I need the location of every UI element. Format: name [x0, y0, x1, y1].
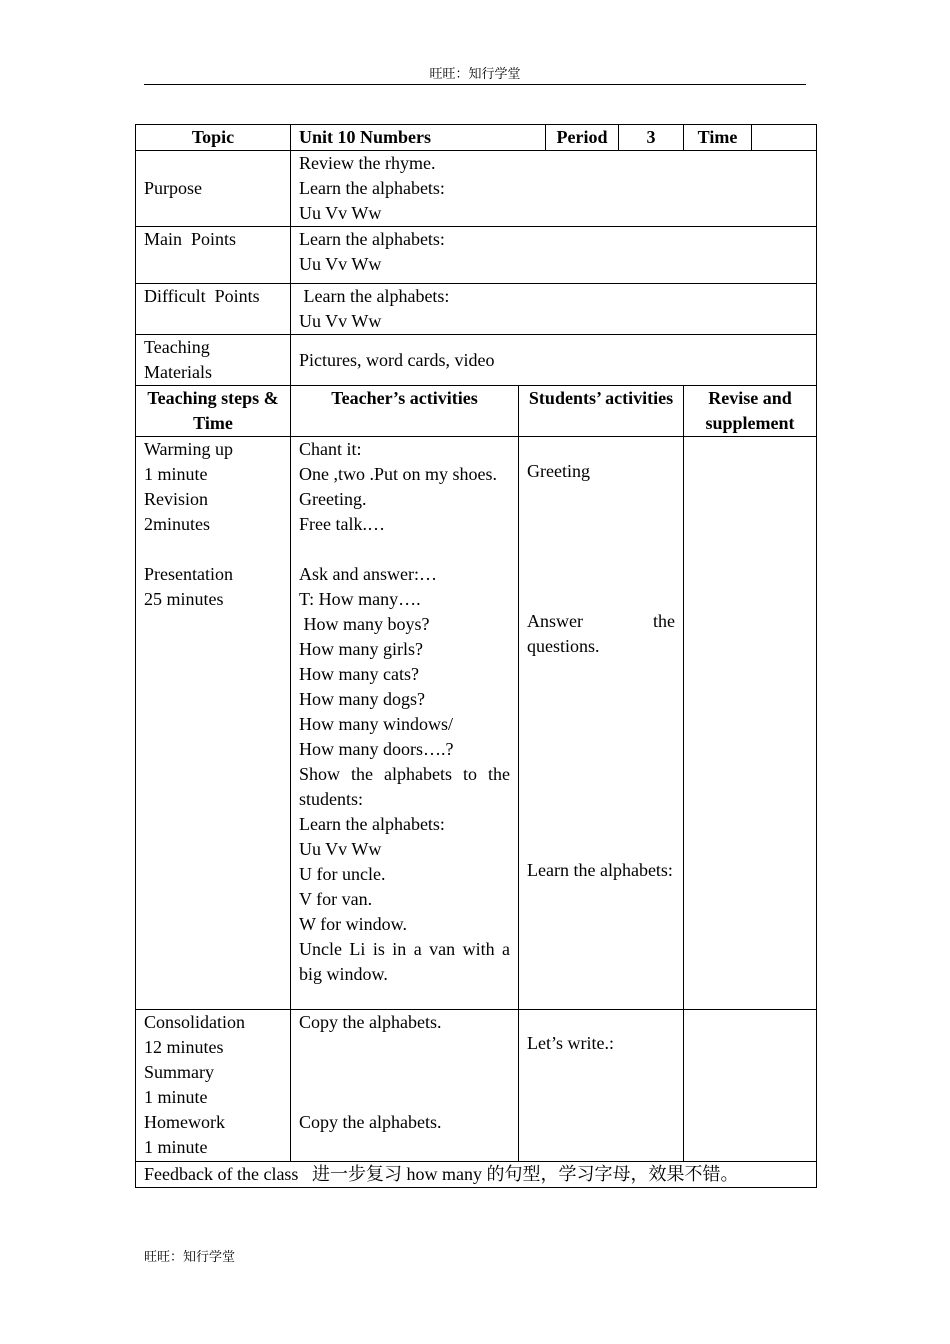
teacher-line: U for uncle. — [299, 864, 386, 884]
main-points-row — [136, 227, 817, 284]
purpose-row — [136, 151, 817, 227]
step-line: Presentation — [144, 564, 233, 584]
teacher-line: How many girls? — [299, 639, 423, 659]
difficult-points-line: Uu Vv Ww — [299, 311, 382, 331]
time-label: Time — [684, 125, 752, 151]
step-line: Revision — [144, 489, 209, 509]
header-rule — [144, 84, 806, 85]
teacher-line: How many cats? — [299, 664, 419, 684]
purpose-value — [291, 151, 817, 227]
step-line: 25 minutes — [144, 589, 224, 609]
purpose-line: Uu Vv Ww — [299, 203, 382, 223]
period-value: 3 — [619, 125, 684, 151]
step-line: 1 minute — [144, 464, 208, 484]
step-line — [144, 537, 282, 562]
main-points-label: Main Points — [136, 227, 291, 284]
teacher-line: V for van. — [299, 889, 373, 909]
difficult-points-label: Difficult Points — [136, 284, 291, 335]
difficult-points-value — [291, 284, 817, 335]
main-points-value — [291, 227, 817, 284]
main-points-line: Uu Vv Ww — [299, 254, 382, 274]
step-line: 12 minutes — [144, 1037, 224, 1057]
step-line: Summary — [144, 1062, 214, 1082]
teacher-line: T: How many…. — [299, 589, 421, 609]
step-line: Consolidation — [144, 1012, 246, 1032]
consolidation-steps-cell — [136, 1010, 291, 1162]
page-footer: 旺旺：知行学堂 — [144, 1249, 236, 1264]
purpose-line: Learn the alphabets: — [299, 178, 445, 198]
teacher-line: One ,two .Put on my shoes. — [299, 464, 497, 484]
teacher-line: Chant it: — [299, 439, 362, 459]
student-greeting: Greeting — [527, 461, 590, 481]
lesson-plan-table — [135, 124, 817, 1188]
activities-row — [136, 437, 817, 1010]
materials-row — [136, 335, 817, 386]
difficult-points-row — [136, 284, 817, 335]
teacher-line: How many windows/ — [299, 714, 453, 734]
teacher-line: How many doors….? — [299, 739, 454, 759]
step-line: 1 minute — [144, 1087, 208, 1107]
feedback-text: 进一步复习 how many 的句型，学习字母，效果不错。 — [311, 1164, 739, 1184]
revise-cell — [684, 437, 817, 1010]
topic-row — [136, 125, 817, 151]
student-learn: Learn the alphabets: — [527, 860, 673, 880]
consolidation-row — [136, 1010, 817, 1162]
teacher-activities-cell — [291, 437, 519, 1010]
time-value — [752, 125, 817, 151]
revise-header: Revise and supplement — [684, 386, 817, 437]
consolidation-revise-cell — [684, 1010, 817, 1162]
materials-label: Teaching Materials — [136, 335, 291, 386]
feedback-row — [136, 1162, 817, 1188]
feedback-label: Feedback of the class — [144, 1164, 299, 1184]
teacher-line: Uncle Li is in a van with a big window. — [299, 939, 510, 984]
column-header-row — [136, 386, 817, 437]
step-line: Homework — [144, 1112, 225, 1132]
main-points-line: Learn the alphabets: — [299, 229, 445, 249]
teacher-line: How many boys? — [299, 614, 430, 634]
student-answer: Answer the questions. — [527, 611, 676, 656]
teacher-line: Show the alphabets to the students: — [299, 764, 510, 809]
teacher-line: Copy the alphabets. — [299, 1012, 442, 1032]
page-header: 旺旺：知行学堂 — [429, 66, 521, 81]
step-line: 2minutes — [144, 514, 210, 534]
teacher-line: W for window. — [299, 914, 407, 934]
consolidation-students-cell — [519, 1010, 684, 1162]
purpose-label: Purpose — [136, 151, 291, 227]
teacher-line: Uu Vv Ww — [299, 839, 382, 859]
teacher-line: How many dogs? — [299, 689, 425, 709]
student-write: Let’s write.: — [527, 1033, 614, 1053]
step-line: Warming up — [144, 439, 234, 459]
topic-value: Unit 10 Numbers — [291, 125, 546, 151]
students-activities-cell — [519, 437, 684, 1010]
materials-value: Pictures, word cards, video — [291, 335, 817, 386]
consolidation-teacher-cell — [291, 1010, 519, 1162]
difficult-points-line: Learn the alphabets: — [299, 286, 450, 306]
feedback-cell — [136, 1162, 817, 1188]
purpose-line: Review the rhyme. — [299, 153, 436, 173]
topic-label: Topic — [136, 125, 291, 151]
period-label: Period — [546, 125, 619, 151]
students-header: Students’ activities — [519, 386, 684, 437]
step-line: 1 minute — [144, 1137, 208, 1157]
teacher-line — [299, 537, 510, 562]
steps-cell — [136, 437, 291, 1010]
steps-header: Teaching steps & Time — [136, 386, 291, 437]
teacher-line: Learn the alphabets: — [299, 814, 445, 834]
teacher-header: Teacher’s activities — [291, 386, 519, 437]
teacher-line: Free talk.… — [299, 514, 385, 534]
teacher-line: Copy the alphabets. — [299, 1112, 442, 1132]
teacher-line: Ask and answer:… — [299, 564, 437, 584]
teacher-line: Greeting. — [299, 489, 367, 509]
